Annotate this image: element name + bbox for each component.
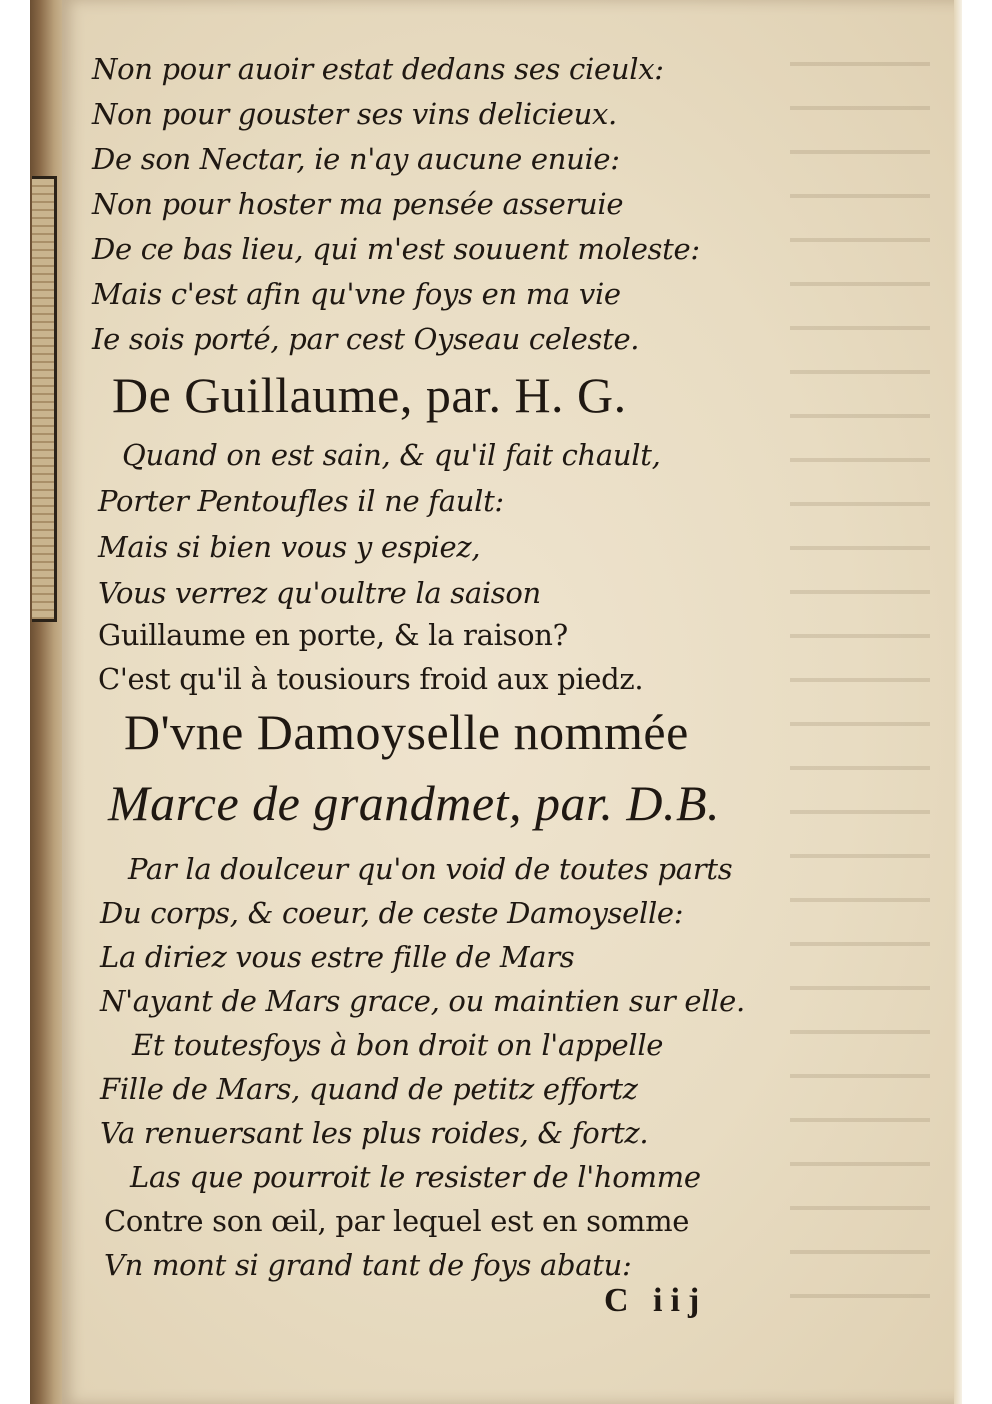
- verse-line: Porter Pentoufles il ne fault:: [98, 484, 504, 518]
- verse-line: Contre son œil, par lequel est en somme: [104, 1204, 690, 1238]
- verse-line: Mais si bien vous y espiez,: [98, 530, 481, 564]
- verse-line: Non pour auoir estat dedans ses cieulx:: [92, 52, 664, 86]
- verse-line: Vous verrez qu'oultre la saison: [98, 576, 541, 610]
- verse-line: Mais c'est afin qu'vne foys en ma vie: [92, 277, 621, 311]
- verse-line: Du corps, & coeur, de ceste Damoyselle:: [100, 896, 684, 930]
- verse-line: Non pour gouster ses vins delicieux.: [92, 97, 617, 131]
- verse-line: Fille de Mars, quand de petitz effortz: [100, 1072, 638, 1106]
- verse-line: Ie sois porté, par cest Oyseau celeste.: [92, 322, 640, 356]
- verse-line: Vn mont si grand tant de foys abatu:: [104, 1248, 632, 1282]
- verse-line: De ce bas lieu, qui m'est souuent moleste:: [92, 232, 700, 266]
- verse-line: Et toutesfoys à bon droit on l'appelle: [132, 1028, 664, 1062]
- verse-line: Par la doulceur qu'on void de toutes parts: [128, 852, 733, 886]
- verse-line: La diriez vous estre fille de Mars: [100, 940, 575, 974]
- poem-heading-damoyselle: D'vne Damoyselle nommée: [124, 704, 689, 760]
- verse-line: Va renuersant les plus roides, & fortz.: [100, 1116, 649, 1150]
- verse-line: Guillaume en porte, & la raison?: [98, 618, 568, 652]
- poem-heading-guillaume: De Guillaume, par. H. G.: [112, 367, 627, 423]
- verse-line: C'est qu'il à tousiours froid aux piedz.: [98, 662, 644, 696]
- verse-line: N'ayant de Mars grace, ou maintien sur elle.: [100, 984, 745, 1018]
- verse-line: Non pour hoster ma pensée asseruie: [92, 187, 624, 221]
- poem-heading-marce: Marce de grandmet, par. D.B.: [108, 775, 721, 831]
- verse-line: De son Nectar, ie n'ay aucune enuie:: [92, 142, 620, 176]
- signature-mark: C iij: [604, 1282, 708, 1319]
- verse-line: Quand on est sain, & qu'il fait chault,: [122, 438, 661, 472]
- verse-line: Las que pourroit le resister de l'homme: [130, 1160, 701, 1194]
